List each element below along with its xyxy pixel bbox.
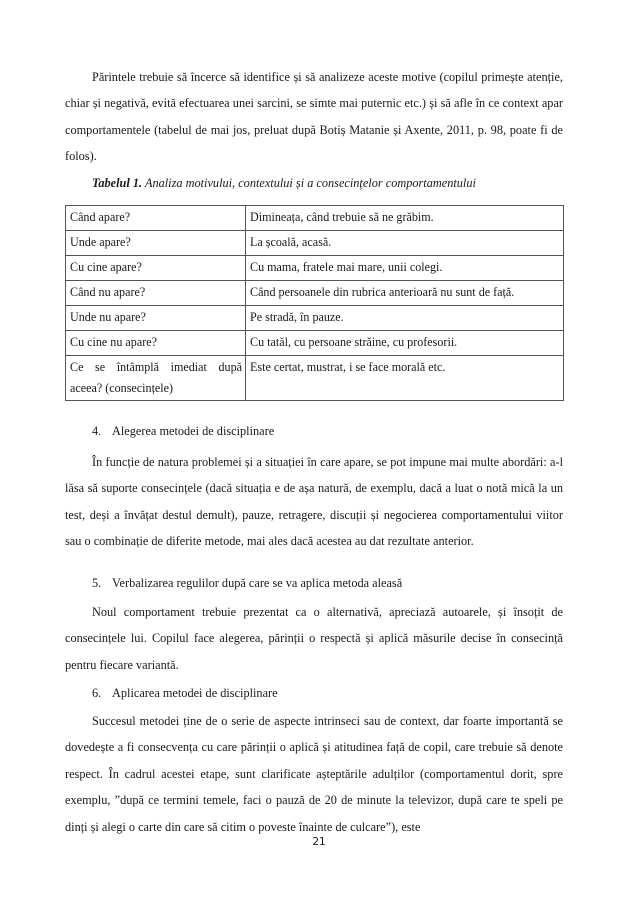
section-6-paragraph: Succesul metodei ține de o serie de aspecte intrinseci sau de context, dar foarte importantă se dovedește a fi consecvența cu care părinții o aplică și atitudinea față de copil, care trebuie să denote respect. În cadrul acestei etape, sunt clarificate așteptările adulților (comportamentul dorit, spre exemplu, ”după ce termini temele, faci o pauză de 20 de minute la televizor, după care te speli pe dinți și alegi o carte din care să citim o poveste înainte de culcare”), este xyxy=(65,714,563,834)
section-6-number: 6. xyxy=(92,686,102,700)
table-row xyxy=(66,256,564,281)
table-row xyxy=(66,206,564,231)
section-5-heading xyxy=(92,570,402,596)
intro-paragraph: Părintele trebuie să încerce să identifice și să analizeze aceste motive (copilul primește atenție, chiar și negativă, evită efectuarea unei sarcini, se simte mai puternic etc.) și să afle în ce context apar comportamentele (tabelul de mai jos, preluat după Botiș Matanie și Axente, 2011, p. 98, poate fi de folos). xyxy=(65,70,563,164)
table-question-cell: Când apare? xyxy=(66,206,246,231)
section-4-number: 4. xyxy=(92,424,102,438)
section-5-paragraph: Noul comportament trebuie prezentat ca o alternativă, apreciază autoarele, și însoțit de consecințele lui. Copilul face alegerea, părinții o respectă și aplică măsurile decise în consecință pentru fiecare variantă. xyxy=(65,605,563,672)
table-question-cell: Unde nu apare? xyxy=(66,306,246,331)
table-answer-cell: Pe stradă, în pauze. xyxy=(246,306,564,331)
table-question-cell: Unde apare? xyxy=(66,231,246,256)
section-6-title: Aplicarea metodei de disciplinare xyxy=(112,686,278,700)
table-row xyxy=(66,281,564,306)
table-caption xyxy=(92,170,476,196)
section-4-paragraph: În funcție de natura problemei și a situației în care apare, se pot impune mai multe abordări: a-l lăsa să suporte consecințele (dacă situația e de așa natură, de exemplu, dacă a luat o notă mică la un test, deși a învățat destul demult), pauze, retragere, discuții și negocierea comportamentului viitor sau o combinație de diferite metode, mai ales dacă acestea au dat rezultate anterior. xyxy=(65,455,563,549)
section-5-number: 5. xyxy=(92,576,102,590)
page-number: 21 xyxy=(312,836,326,848)
table-caption-text: Analiza motivului, contextului și a consecințelor comportamentului xyxy=(142,176,476,190)
table-answer-cell: Cu mama, fratele mai mare, unii colegi. xyxy=(246,256,564,281)
table-answer-cell: Când persoanele din rubrica anterioară nu sunt de față. xyxy=(246,281,564,306)
section-4-heading xyxy=(92,418,274,444)
table-question-cell: Ce se întâmplă imediat după aceea? (consecințele) xyxy=(66,356,246,401)
table-answer-cell: Cu tatăl, cu persoane străine, cu profesorii. xyxy=(246,331,564,356)
table-answer-cell: Este certat, mustrat, i se face morală etc. xyxy=(246,356,564,401)
table-row xyxy=(66,331,564,356)
table-answer-cell: Dimineața, când trebuie să ne grăbim. xyxy=(246,206,564,231)
table-question-cell: Cu cine nu apare? xyxy=(66,331,246,356)
table-answer-cell: La școală, acasă. xyxy=(246,231,564,256)
table-row xyxy=(66,356,564,401)
table-question-cell: Când nu apare? xyxy=(66,281,246,306)
section-4-title: Alegerea metodei de disciplinare xyxy=(112,424,275,438)
table-question-cell: Cu cine apare? xyxy=(66,256,246,281)
table-row xyxy=(66,231,564,256)
table-caption-label: Tabelul 1. xyxy=(92,176,143,190)
table-row xyxy=(66,306,564,331)
section-6-heading xyxy=(92,680,278,706)
section-5-title: Verbalizarea regulilor după care se va aplica metoda aleasă xyxy=(112,576,403,590)
behavior-analysis-table xyxy=(65,205,564,401)
